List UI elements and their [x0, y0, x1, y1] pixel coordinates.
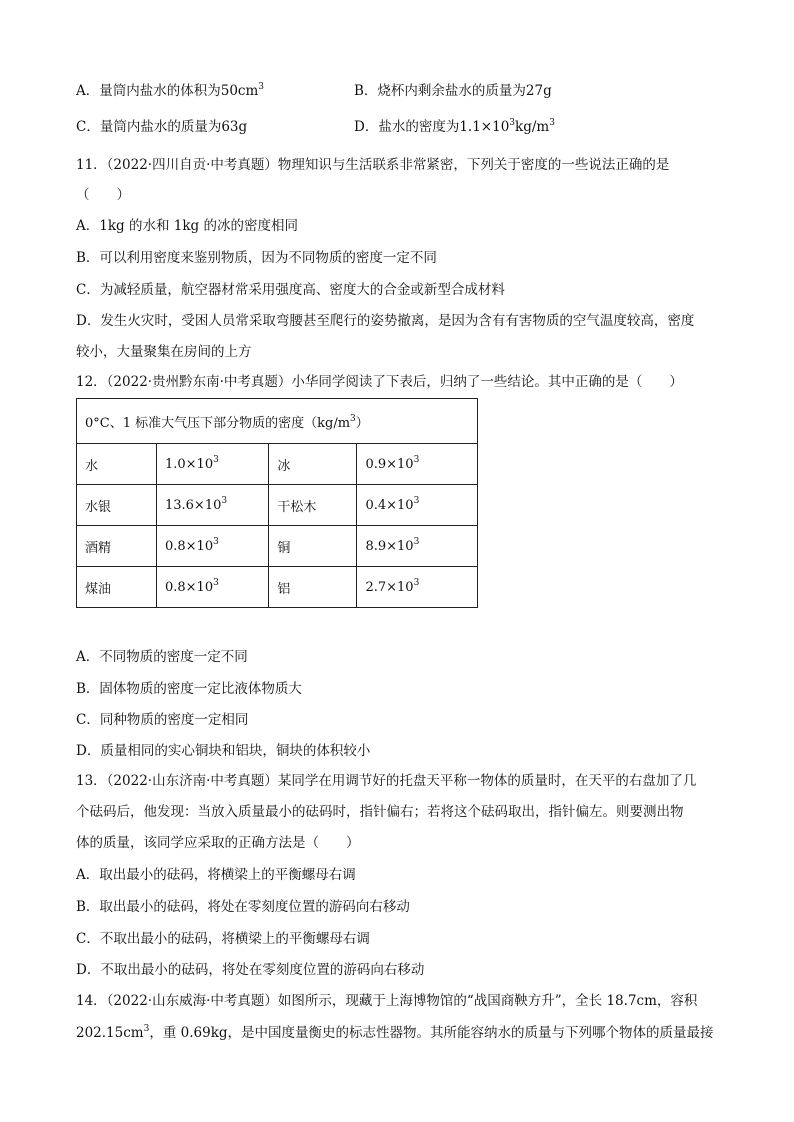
- density-value: $2.7\times 10^3$: [357, 567, 478, 608]
- table-row: [77, 485, 478, 526]
- q11-option-d-line2: 较小，大量聚集在房间的上方: [76, 344, 252, 360]
- q11-option-a: A．1kg 的水和 1kg 的冰的密度相同: [76, 218, 298, 234]
- q10-option-d: D．盐水的密度为$1.1\times 10^3kg/m^3$: [354, 118, 555, 135]
- q10-option-b: B．烧杯内剩余盐水的质量为27g: [354, 83, 552, 99]
- q13-option-d: D．不取出最小的砝码，将处在零刻度位置的游码向右移动: [76, 962, 425, 978]
- density-table: [76, 398, 478, 608]
- q13-option-a: A．取出最小的砝码，将横梁上的平衡螺母右调: [76, 867, 356, 883]
- q11-option-b: B．可以利用密度来鉴别物质，因为不同物质的密度一定不同: [76, 250, 437, 266]
- substance-name: 水银: [77, 485, 157, 526]
- q13-stem-line3: 体的质量，该同学应采取的正确方法是（ ）: [76, 835, 360, 851]
- q14-stem-line2: $202.15cm^3$，重 0.69kg，是中国度量衡史的标志性器物。其所能容纳水的质量与下列哪个物体的质量最接: [76, 1024, 714, 1041]
- q12-option-a: A．不同物质的密度一定不同: [76, 649, 248, 665]
- q11-option-c: C．为减轻质量，航空器材常采用强度高、密度大的合金或新型合成材料: [76, 282, 505, 298]
- table-row: [77, 567, 478, 608]
- q12-option-b: B．固体物质的密度一定比液体物质大: [76, 681, 302, 697]
- q12-option-d: D．质量相同的实心铜块和铝块，铜块的体积较小: [76, 743, 371, 759]
- substance-name: 铜: [269, 526, 357, 567]
- substance-name: 煤油: [77, 567, 157, 608]
- density-value: $0.4\times 10^3$: [357, 485, 478, 526]
- q14-stem-line1: 14．（2022·山东威海·中考真题）如图所示，现藏于上海博物馆的“战国商鞅方升”，全长 18.7cm，容积: [76, 993, 698, 1009]
- table-caption-row: [77, 399, 478, 444]
- q13-option-b: B．取出最小的砝码，将处在零刻度位置的游码向右移动: [76, 899, 410, 915]
- q11-stem: 11．（2022·四川自贡·中考真题）物理知识与生活联系非常紧密，下列关于密度的一些说法正确的是: [76, 157, 670, 173]
- table-row: [77, 444, 478, 485]
- substance-name: 铝: [269, 567, 357, 608]
- table-row: [77, 526, 478, 567]
- q13-option-c: C．不取出最小的砝码，将横梁上的平衡螺母右调: [76, 931, 370, 947]
- q12-option-c: C．同种物质的密度一定相同: [76, 712, 249, 728]
- q11-answer-paren: （ ）: [76, 187, 130, 203]
- substance-name: 水: [77, 444, 157, 485]
- density-value: $0.8\times 10^3$: [156, 526, 268, 567]
- q10-option-a: A．量筒内盐水的体积为$50cm^3$: [76, 82, 265, 99]
- q13-stem-line2: 个砝码后，他发现：当放入质量最小的砝码时，指针偏右；若将这个砝码取出，指针偏左。则要测出物: [76, 804, 684, 820]
- substance-name: 冰: [269, 444, 357, 485]
- q11-option-d-line1: D．发生火灾时，受困人员常采取弯腰甚至爬行的姿势撤离，是因为含有有害物质的空气温度较高，密度: [76, 313, 695, 329]
- density-value: $0.9\times 10^3$: [357, 444, 478, 485]
- table-caption: 0°C、1 标准大气压下部分物质的密度$(kg/m^3)$: [77, 399, 478, 444]
- q10-option-c: C．量筒内盐水的质量为63g: [76, 119, 248, 135]
- density-value: $13.6\times 10^3$: [156, 485, 268, 526]
- density-value: $8.9\times 10^3$: [357, 526, 478, 567]
- substance-name: 酒精: [77, 526, 157, 567]
- density-value: $0.8\times 10^3$: [156, 567, 268, 608]
- q13-stem-line1: 13．（2022·山东济南·中考真题）某同学在用调节好的托盘天平称一物体的质量时，在天平的右盘加了几: [76, 773, 697, 789]
- density-value: $1.0\times 10^3$: [156, 444, 268, 485]
- substance-name: 干松木: [269, 485, 357, 526]
- q12-stem: 12．（2022·贵州黔东南·中考真题）小华同学阅读了下表后，归纳了一些结论。其中正确的是（ ）: [76, 374, 683, 390]
